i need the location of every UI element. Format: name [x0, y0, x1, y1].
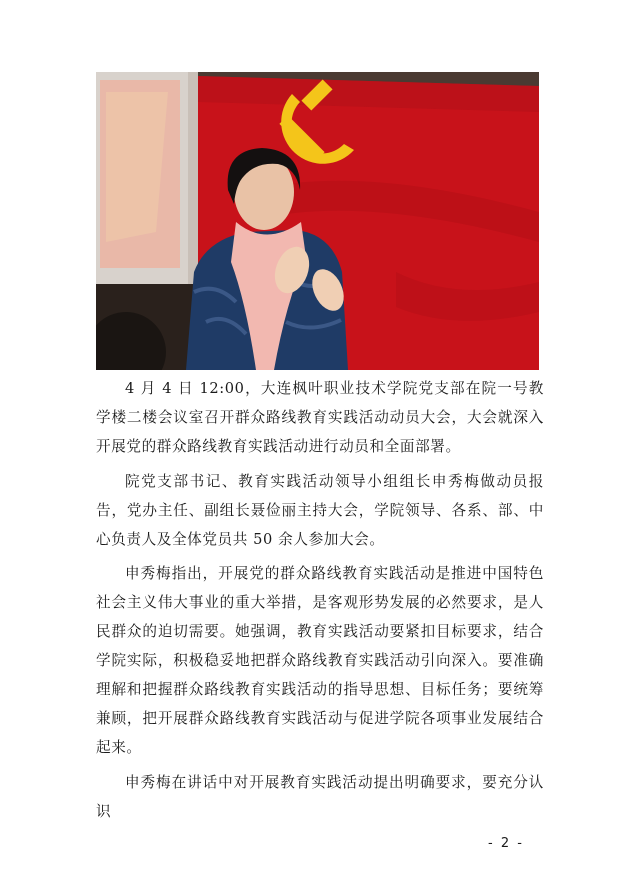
page-number: - 2 -: [488, 836, 524, 851]
paragraph: 院党支部书记、教育实践活动领导小组组长申秀梅做动员报告，党办主任、副组长聂俭丽主持大会，学院领导、各系、部、中心负责人及全体党员共 50 余人参加大会。: [96, 472, 544, 548]
speaker-photo: [96, 72, 539, 370]
article-body: [96, 374, 544, 831]
paragraph: 申秀梅在讲话中对开展教育实践活动提出明确要求，要充分认识: [96, 773, 544, 820]
paragraph: 4 月 4 日 12:00，大连枫叶职业技术学院党支部在院一号教学楼二楼会议室召开群众路线教育实践活动动员大会，大会就深入开展党的群众路线教育实践活动进行动员和全面部署。: [96, 380, 544, 455]
paragraph: 申秀梅指出，开展党的群众路线教育实践活动是推进中国特色社会主义伟大事业的重大举措，是客观形势发展的必然要求，是人民群众的迫切需要。她强调，教育实践活动要紧扣目标要求，结合学院实际，积极稳妥地把群众路线教育实践活动引向深入。要准确理解和把握群众路线教育实践活动的指导思想、目标任务；要统筹兼顾，把开展群众路线教育实践活动与促进学院各项事业发展结合起来。: [96, 565, 544, 756]
party-flag-photo-icon: [96, 72, 539, 370]
